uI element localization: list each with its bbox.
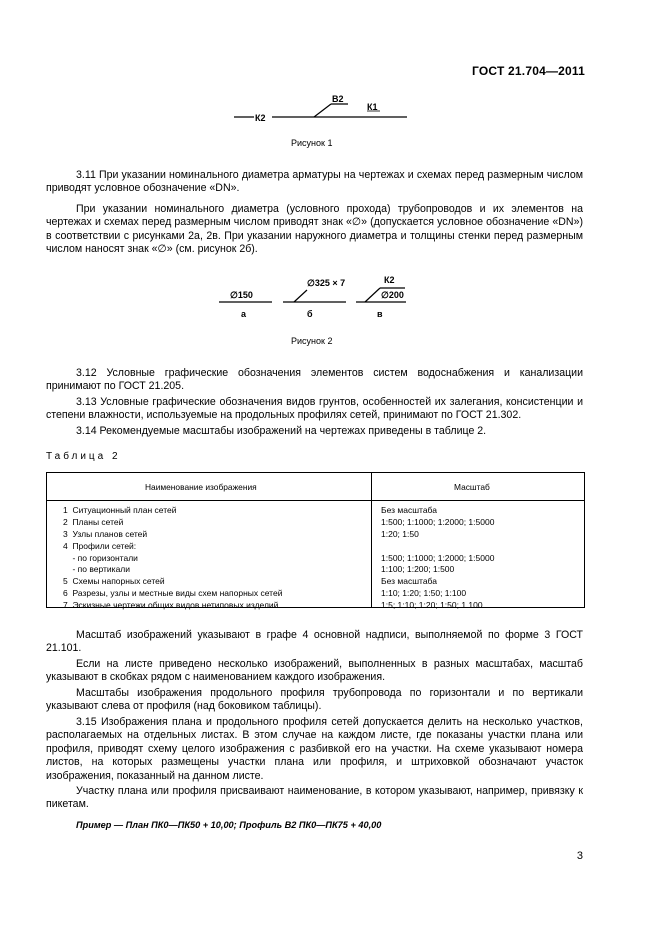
figure-2-caption: Рисунок 2 bbox=[291, 336, 333, 346]
table-cell-scale: 1:500; 1:1000; 1:2000; 1:5000 bbox=[381, 552, 495, 563]
table-cell-scale: Без масштаба bbox=[381, 505, 437, 515]
table-cell-name: 6 Разрезы, узлы и местные виды схем напорных сетей bbox=[63, 588, 283, 599]
table-cell-name: - по вертикали bbox=[63, 564, 130, 575]
fig2b-diagonal bbox=[294, 290, 307, 302]
table-cell-name: 2 Планы сетей bbox=[63, 516, 124, 527]
table-cell-name: 3 Узлы планов сетей bbox=[63, 528, 148, 539]
para-3-15: 3.15 Изображения плана и продольного профиля сетей допускается делить на несколько участков, располагаемых на отдельных листах. В этом случае на каждом листе, где показаны участки плана или профиля, приводят схему целого изображения с разбивкой его на участки. На схеме указывают номера листов, на которых размещены участки плана или профиля, и штриховкой обозначают участок изображения, показанный на данном листе. bbox=[46, 716, 583, 782]
para-profile-scales: Масштабы изображения продольного профиля трубопровода по горизонтали и по вертикали указывают слева от профиля (над боковиком таблицы). bbox=[46, 687, 583, 713]
fig1-label-v2: В2 bbox=[332, 94, 344, 104]
fig2c-diameter-label: ∅200 bbox=[381, 290, 404, 300]
fig2b-diameter-label: ∅325 × 7 bbox=[307, 278, 346, 288]
figure-2-drawing bbox=[0, 270, 661, 330]
table-cell-scale: 1:500; 1:1000; 1:2000; 1:5000 bbox=[381, 516, 495, 527]
table-header-scale: Масштаб bbox=[454, 482, 490, 492]
table-cell-name: - по горизонтали bbox=[63, 552, 138, 563]
fig1-branch-diagonal bbox=[314, 104, 331, 117]
table-header-name: Наименование изображения bbox=[145, 482, 257, 492]
fig2c-k2-label: К2 bbox=[384, 275, 395, 285]
para-multiple-scales: Если на листе приведено несколько изображений, выполненных в разных масштабах, масштаб указывают в скобках рядом с наименованием каждого изображения. bbox=[46, 658, 583, 684]
table-cell-scale bbox=[381, 541, 494, 553]
table-name-column bbox=[63, 505, 282, 612]
table-cell-name: 7 Эскизные чертежи общих видов нетиповых изделий bbox=[63, 600, 279, 611]
fig1-label-k1: К1 bbox=[367, 102, 378, 112]
scale-table bbox=[46, 472, 585, 611]
table-cell-name: 4 Профили сетей: bbox=[63, 540, 137, 551]
table-cell-scale: 1:5; 1:10; 1:20; 1:50; 1.100 bbox=[381, 600, 483, 611]
table-cell-name: 1 Ситуационный план сетей bbox=[63, 505, 177, 515]
fig2b-letter: б bbox=[307, 309, 313, 319]
table-cell-scale: 1:10; 1:20; 1:50; 1:100 bbox=[381, 588, 467, 599]
fig1-label-k2: К2 bbox=[255, 113, 266, 123]
table-cell-scale: 1:20; 1:50 bbox=[381, 528, 419, 539]
fig2c-letter: в bbox=[377, 309, 383, 319]
figure-1-caption: Рисунок 1 bbox=[291, 138, 333, 148]
table-header-row bbox=[47, 473, 584, 501]
figure-1-drawing bbox=[0, 0, 661, 160]
page-number: 3 bbox=[576, 850, 583, 862]
fig2c-diagonal bbox=[365, 288, 380, 302]
para-3-11-b: При указании номинального диаметра (условного прохода) трубопроводов и их элементов на чертежах и схемах перед размерным числом приводят знак «∅» (допускается условное обозначение «DN») в соответствии с рисунками 2а, 2в. При указании наружного диаметра и толщины стенки перед размерным числом наносят знак «∅» (см. рисунок 2б). bbox=[46, 203, 583, 256]
table-cell-scale: Без масштаба bbox=[381, 576, 437, 587]
para-3-12: 3.12 Условные графические обозначения элементов систем водоснабжения и канализации принимают по ГОСТ 21.205. bbox=[46, 367, 583, 393]
fig2a-diameter-label: ∅150 bbox=[230, 290, 253, 300]
fig2a-letter: а bbox=[241, 309, 247, 319]
table-column-divider bbox=[371, 473, 372, 607]
para-3-14: 3.14 Рекомендуемые масштабы изображений на чертежах приведены в таблице 2. bbox=[76, 425, 487, 437]
para-naming: Участку плана или профиля присваивают наименование, в котором указывают, например, привязку к пикетам. bbox=[46, 785, 583, 811]
para-3-11: 3.11 При указании номинального диаметра арматуры на чертежах и схемах перед размерным числом приводят условное обозначение «DN». bbox=[46, 169, 583, 195]
table-cell-scale: 1:100; 1:200; 1:500 bbox=[381, 564, 455, 575]
table-title: Таблица 2 bbox=[46, 451, 121, 462]
table-scale-column bbox=[381, 505, 494, 612]
page-header: ГОСТ 21.704—2011 bbox=[472, 64, 585, 78]
para-3-13: 3.13 Условные графические обозначения видов грунтов, особенностей их залегания, консистенции и степени влажности, используемые на продольных профилях сетей, принимают по ГОСТ 21.302. bbox=[46, 396, 583, 422]
example-line: Пример — План ПК0—ПК50 + 10,00; Профиль В2 ПК0—ПК75 + 40,00 bbox=[76, 820, 382, 830]
table-cell-name: 5 Схемы напорных сетей bbox=[63, 576, 165, 587]
para-scale-field: Масштаб изображений указывают в графе 4 основной надписи, выполняемой по форме 3 ГОСТ 21.101. bbox=[46, 629, 583, 655]
